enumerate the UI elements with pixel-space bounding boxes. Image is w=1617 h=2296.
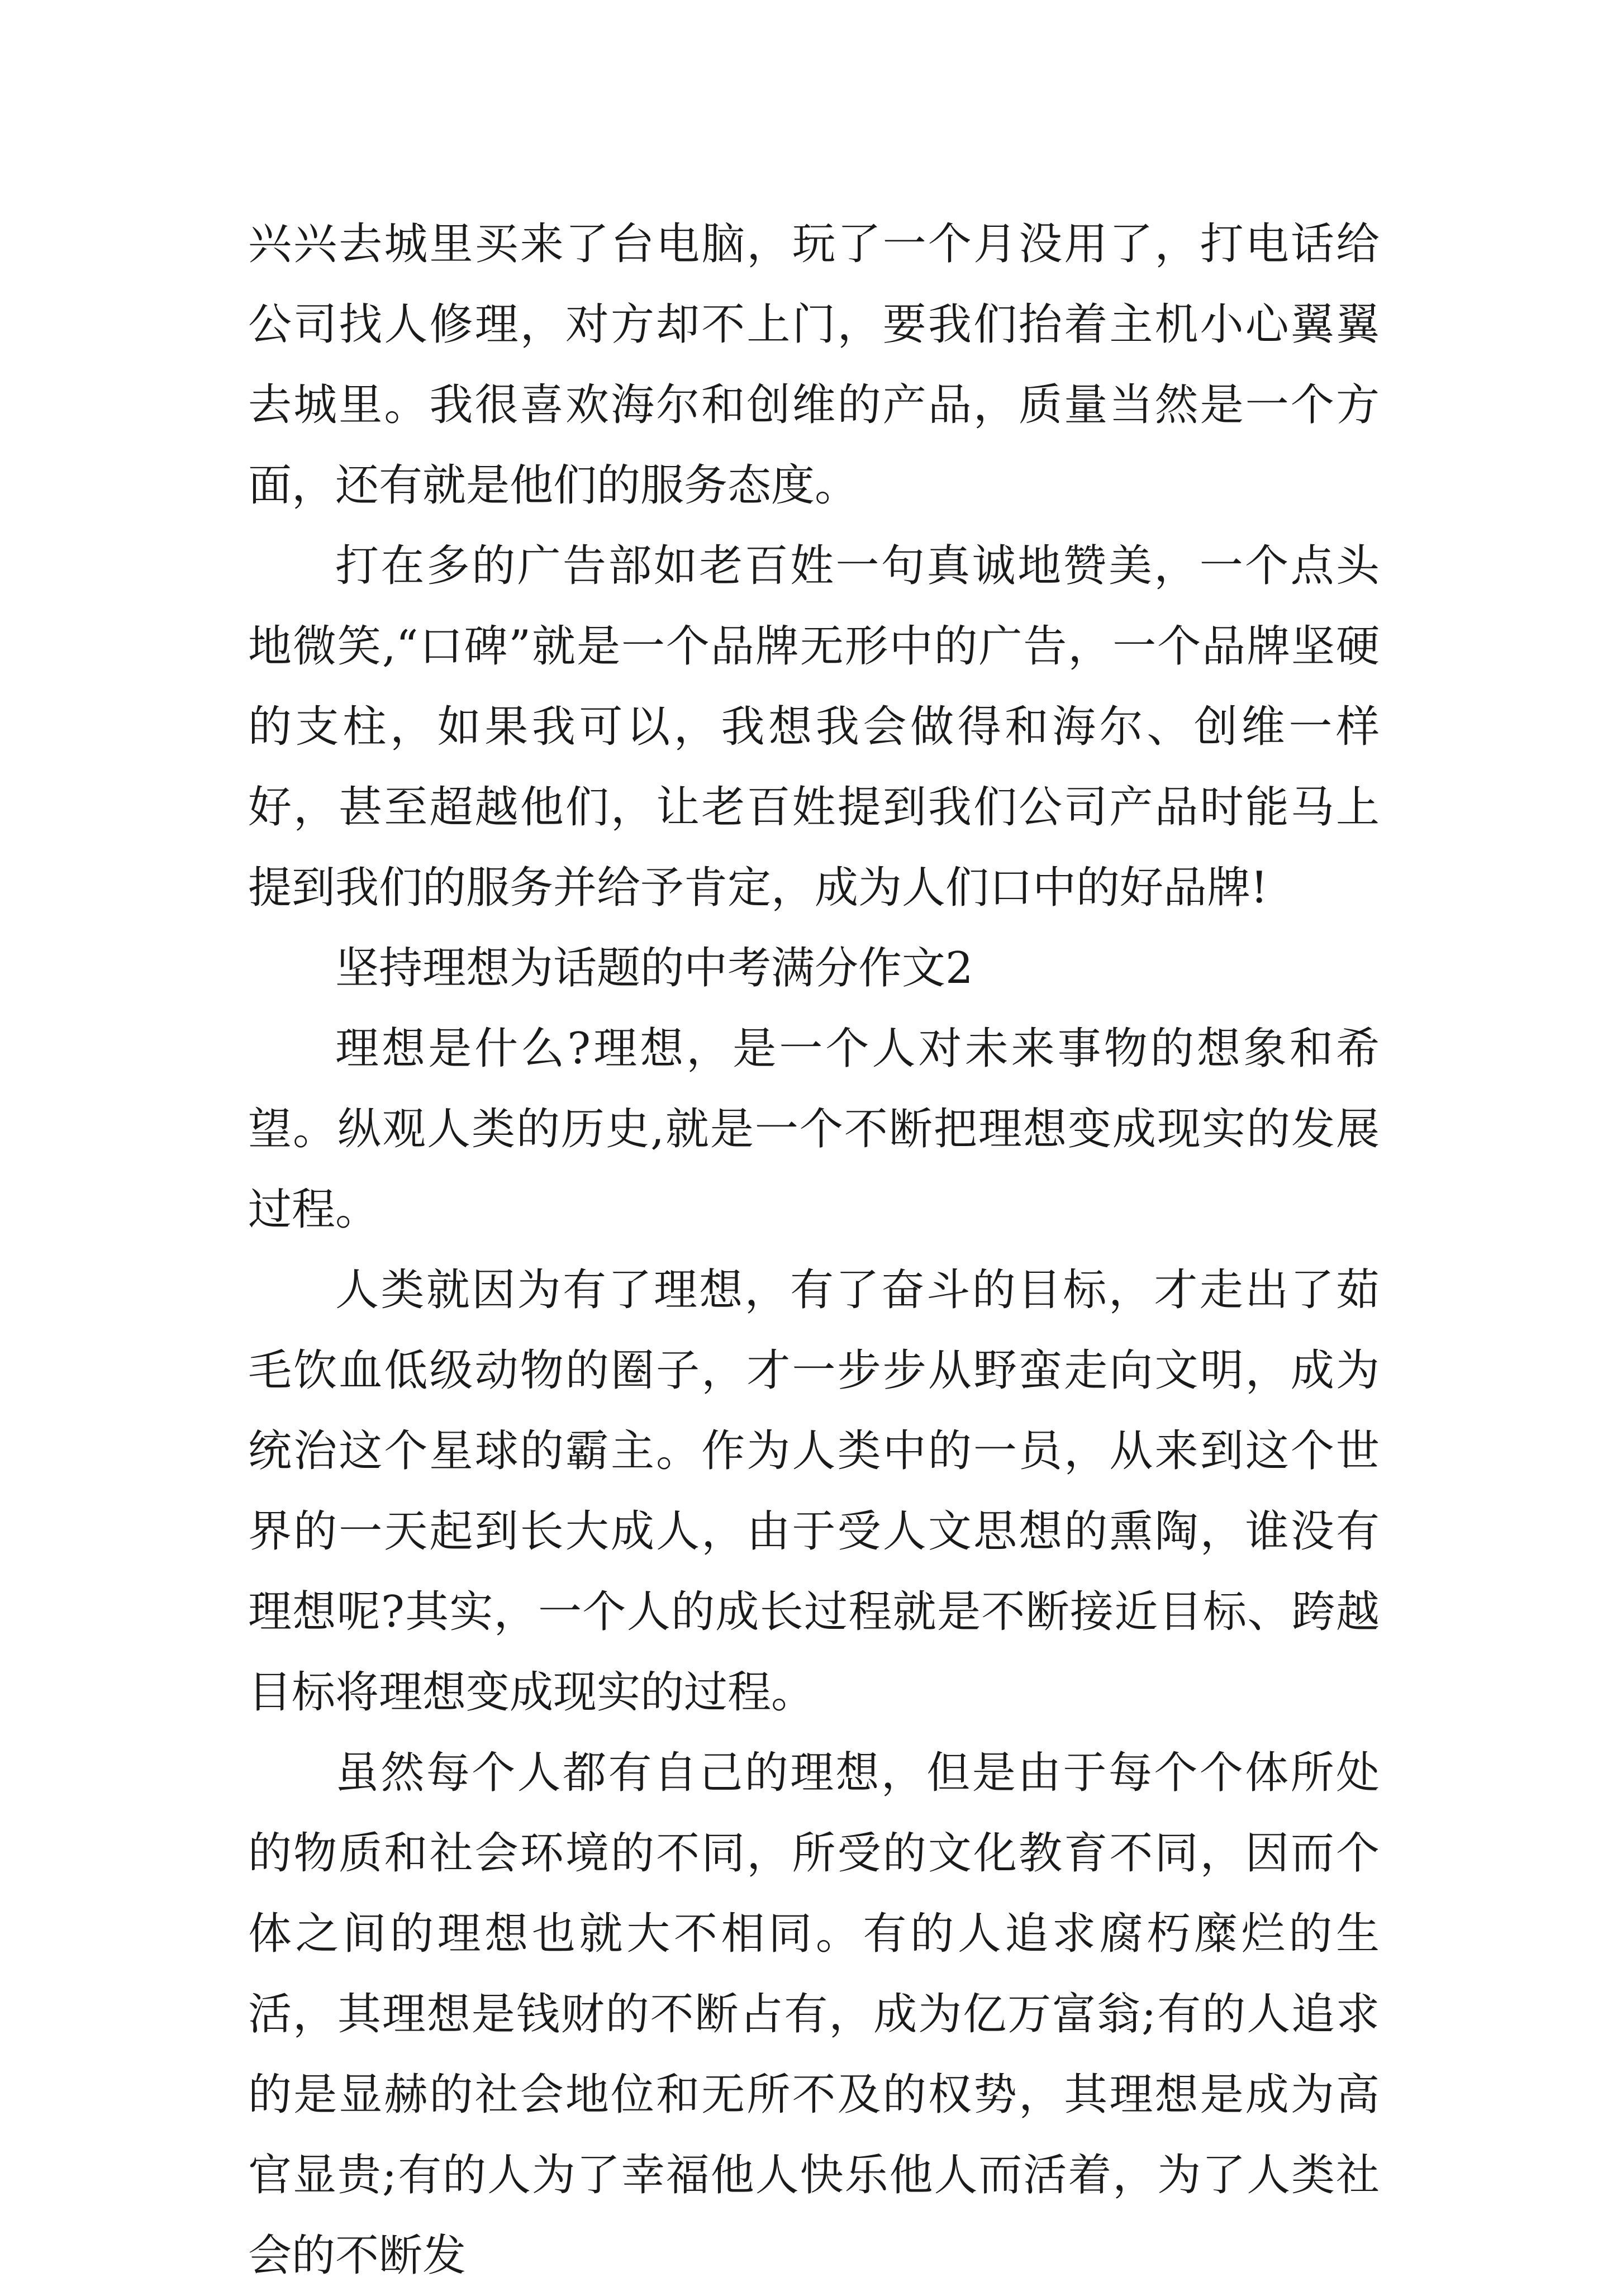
paragraph: 打在多的广告部如老百姓一句真诚地赞美，一个点头地微笑,“口碑”就是一个品牌无形中的广告，一个品牌坚硬的支柱，如果我可以，我想我会做得和海尔、创维一样好，甚至超越他们，让老百姓提到我们公司产品时能马上提到我们的服务并给予肯定，成为人们口中的好品牌! bbox=[248, 541, 1380, 913]
paragraph: 兴兴去城里买来了台电脑，玩了一个月没用了，打电话给公司找人修理，对方却不上门，要我们抬着主机小心翼翼去城里。我很喜欢海尔和创维的产品，质量当然是一个方面，还有就是他们的服务态度。 bbox=[248, 219, 1380, 511]
section-heading: 坚持理想为话题的中考满分作文2 bbox=[335, 943, 973, 993]
paragraph: 理想是什么?理想，是一个人对未来事物的想象和希望。纵观人类的历史,就是一个不断把理想变成现实的发展过程。 bbox=[248, 1024, 1380, 1235]
paragraph: 虽然每个人都有自己的理想，但是由于每个个体所处的物质和社会环境的不同，所受的文化教育不同，因而个体之间的理想也就大不相同。有的人追求腐朽糜烂的生活，其理想是钱财的不断占有，成为亿万富翁;有的人追求的是显赫的社会地位和无所不及的权势，其理想是成为高官显贵;有的人为了幸福他人快乐他人而活着，为了人类社会的不断发 bbox=[248, 1748, 1380, 2281]
paragraph: 人类就因为有了理想，有了奋斗的目标，才走出了茹毛饮血低级动物的圈子，才一步步从野蛮走向文明，成为统治这个星球的霸主。作为人类中的一员，从来到这个世界的一天起到长大成人，由于受人文思想的熏陶，谁没有理想呢?其实，一个人的成长过程就是不断接近目标、跨越目标将理想变成现实的过程。 bbox=[248, 1265, 1380, 1718]
document-body bbox=[248, 204, 1380, 2296]
